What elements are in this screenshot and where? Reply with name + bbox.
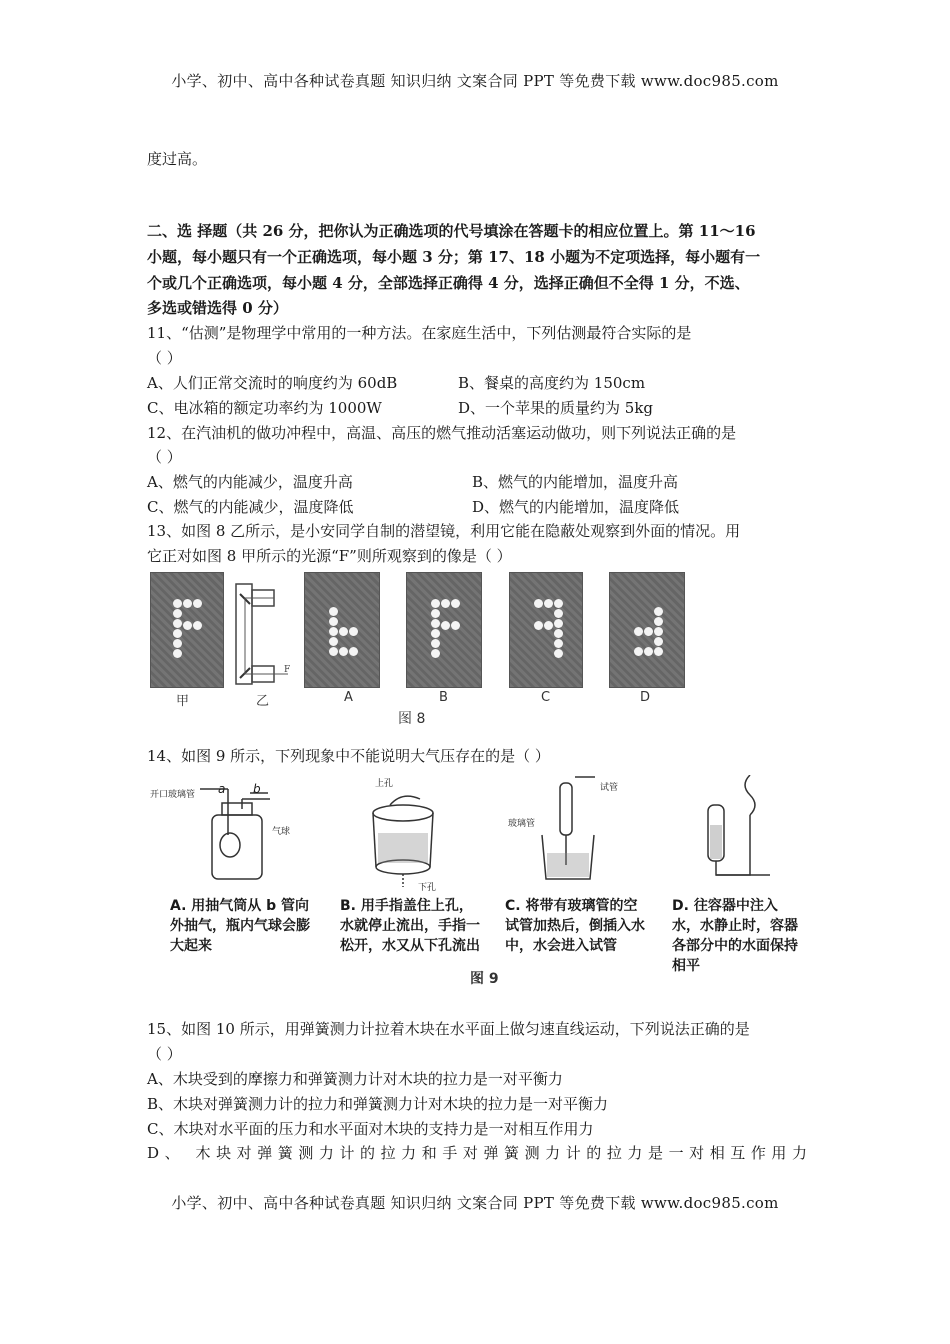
fig8-label-yi: 乙 [256,694,270,709]
q12-option-a: A、燃气的内能减少，温度升高 [147,473,353,491]
fig9-label-a: a [218,782,226,796]
q11-option-c: C、电冰箱的额定功率约为 1000W [147,399,382,417]
section-heading-line-3: 个或几个正确选项，每小题 4 分，全部选择正确得 4 分，选择正确但不全得 1 分，不选、 [147,274,750,292]
fig9-drawings [150,775,810,895]
fig9-label-open-tube: 开口玻璃管 [150,790,196,800]
section-heading-line-4: 多选或错选得 0 分） [147,299,288,317]
fig9-label-glass-tube: 玻璃管 [508,819,536,829]
q11-option-a: A、人们正常交流时的响度约为 60dB [147,374,398,392]
q15-option-a: A、木块受到的摩擦力和弹簧测力计对木块的拉力是一对平衡力 [147,1070,563,1088]
carryover-text: 度过高。 [147,150,208,168]
page-footer: 小学、初中、高中各种试卷真题 知识归纳 文案合同 PPT 等免费下载 www.doc985.com [171,1194,779,1212]
q15-paren: （ ） [147,1045,182,1063]
q12-option-b: B、燃气的内能增加，温度升高 [472,473,679,491]
q15-option-d: D、 木块对弹簧测力计的拉力和手对弹簧测力计的拉力是一对相互作用力 [147,1144,807,1162]
section-heading-line-1: 二、选 择题（共 26 分，把你认为正确选项的代号填涂在答题卡的相应位置上。第 11～16 [147,222,756,240]
fig9-caption-c: C. 将带有玻璃管的空试管加热后，倒插入水中，水会进入试管 [505,898,645,954]
fig8-caption: 图 8 [398,711,426,727]
fig9-label-bottom-hole: 下孔 [418,883,437,893]
fig9-caption-a: A. 用抽气筒从 b 管向外抽气，瓶内气球会膨大起来 [170,898,310,954]
fig8-panel-source-F [150,572,224,688]
q13-stem-2: 它正对如图 8 甲所示的光源“F”则所观察到的像是（ ） [147,547,512,565]
fig9-label-test-tube: 试管 [600,783,619,793]
fig8-panel-C [509,572,583,688]
q15-option-c: C、木块对水平面的压力和水平面对木块的支持力是一对相互作用力 [147,1120,594,1138]
q15-stem: 15、如图 10 所示，用弹簧测力计拉着木块在水平面上做匀速直线运动，下列说法正确的是 [147,1020,750,1038]
fig8-label-A: A [344,690,353,705]
fig9-label-top-hole: 上孔 [375,779,394,789]
q12-paren: （ ） [147,448,182,466]
q13-stem-1: 13、如图 8 乙所示，是小安同学自制的潜望镜，利用它能在隐蔽处观察到外面的情况。用 [147,522,741,540]
fig8-panel-D [609,572,685,688]
q12-option-d: D、燃气的内能增加，温度降低 [472,498,680,516]
fig8-periscope-diagram [228,580,298,690]
fig8-label-D: D [640,690,651,705]
page-header: 小学、初中、高中各种试卷真题 知识归纳 文案合同 PPT 等免费下载 www.doc985.com [171,72,779,90]
q11-option-b: B、餐桌的高度约为 150cm [458,374,646,392]
fig8-label-B: B [439,690,448,705]
fig9-caption-b: B. 用手指盖住上孔，水就停止流出，手指一松开，水又从下孔流出 [340,898,480,954]
fig9-caption: 图 9 [470,971,499,987]
q14-stem: 14、如图 9 所示，下列现象中不能说明大气压存在的是（ ） [147,747,550,765]
q12-option-c: C、燃气的内能减少，温度降低 [147,498,354,516]
svg-text:F: F [284,665,291,675]
fig9-label-b: b [253,782,261,796]
q11-option-d: D、一个苹果的质量约为 5kg [458,399,654,417]
q12-stem: 12、在汽油机的做功冲程中，高温、高压的燃气推动活塞运动做功，则下列说法正确的是 [147,424,737,442]
section-heading-line-2: 小题，每小题只有一个正确选项，每小题 3 分；第 17、18 小题为不定项选择，每小题有一 [147,248,761,266]
q15-option-b: B、木块对弹簧测力计的拉力和弹簧测力计对木块的拉力是一对平衡力 [147,1095,609,1113]
q11-paren: （ ） [147,349,182,367]
fig8-panel-A [304,572,380,688]
fig8-panel-B [406,572,482,688]
q11-stem: 11、“估测”是物理学中常用的一种方法。在家庭生活中，下列估测最符合实际的是 [147,324,692,342]
fig8-label-C: C [541,690,551,705]
fig9-caption-d: D. 往容器中注入水，水静止时，容器各部分中的水面保持相平 [672,898,798,974]
fig8-label-jia: 甲 [176,694,190,709]
fig9-label-balloon: 气球 [272,827,291,837]
